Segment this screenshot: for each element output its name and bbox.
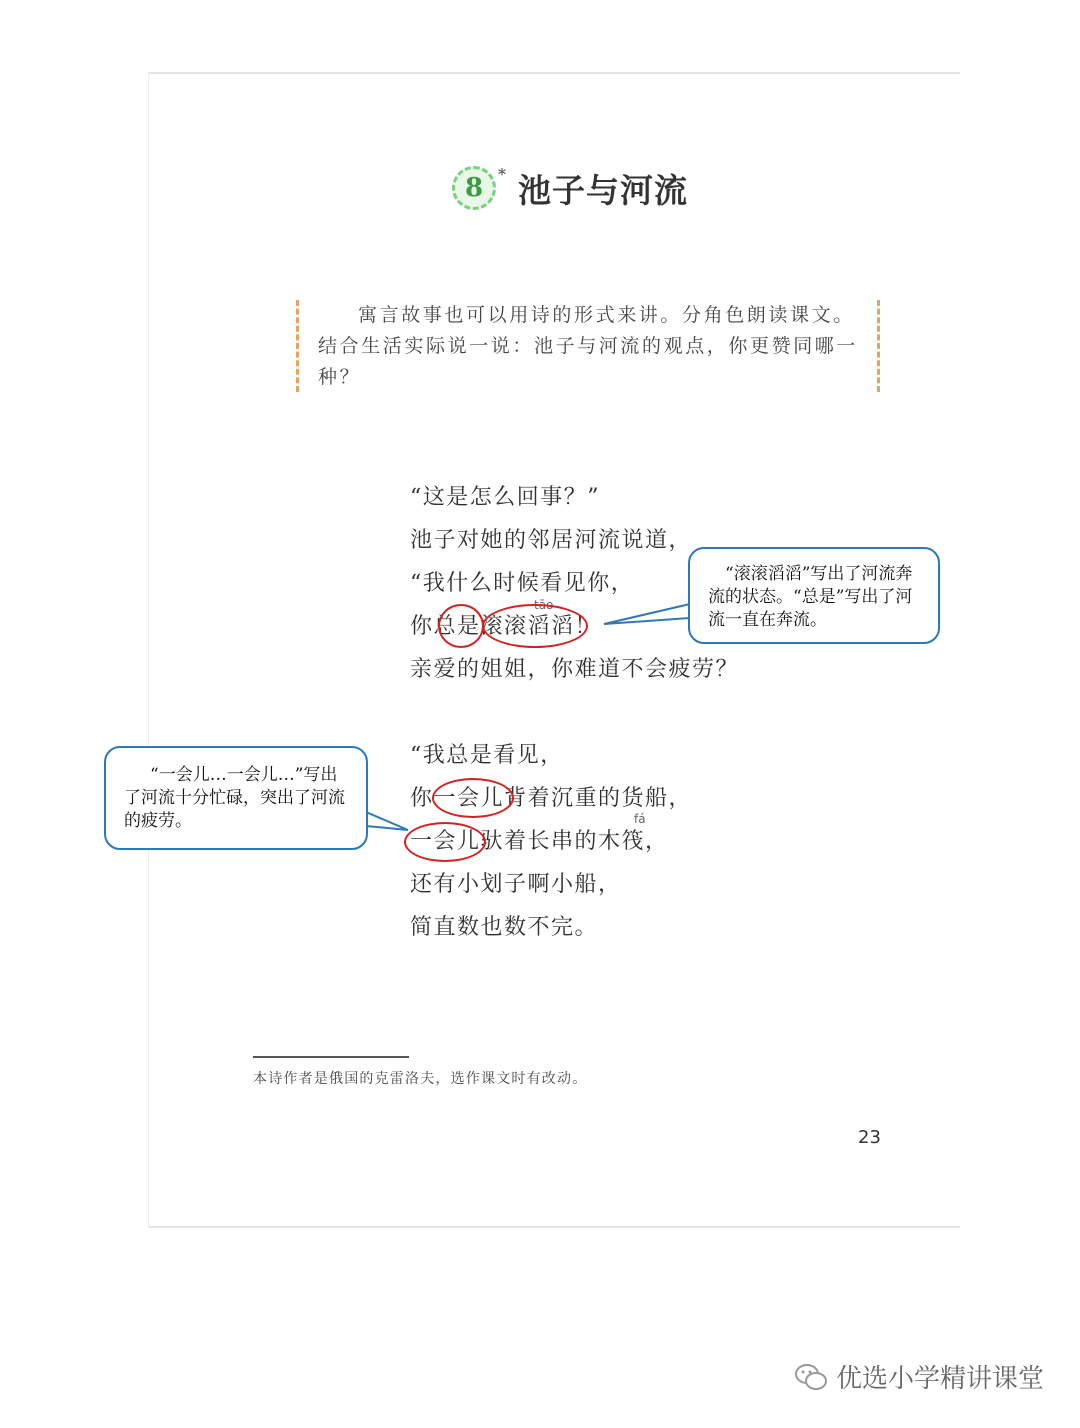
callout-right-text: “滚滚滔滔”写出了河流奔流的状态。“总是”写出了河流一直在奔流。 [708, 564, 913, 630]
lesson-title: 池子与河流 [518, 170, 688, 210]
poem-line: 亲爱的姐姐，你难道不会疲劳？ [410, 657, 740, 682]
lesson-header [452, 162, 688, 214]
callout-left [104, 746, 368, 850]
poem-line: 还有小划子啊小船， [410, 872, 622, 897]
poem-line: “我什么时候看见你， [410, 571, 635, 596]
pinyin-fa: fá [634, 812, 646, 826]
annotation-circle-yihuier-1 [432, 778, 514, 818]
poem-line: 简直数也数不完。 [410, 915, 599, 940]
annotation-circle-yihuier-2 [404, 822, 486, 862]
wechat-icon [794, 1362, 828, 1392]
poem-line: 你总是滚滚滔滔！ [410, 614, 599, 639]
poem-line: 你一会儿背着沉重的货船， [410, 786, 693, 811]
page-number: 23 [858, 1127, 881, 1148]
callout-left-text: “一会儿…一会儿…”写出了河流十分忙碌，突出了河流的疲劳。 [124, 765, 345, 831]
self-study-marker: * [498, 164, 506, 184]
annotation-circle-gungun [482, 604, 588, 648]
intro-box [296, 300, 880, 392]
watermark [794, 1358, 1044, 1395]
poem-line: 一会儿驮着长串的木筏， [410, 829, 669, 854]
lesson-number-badge [452, 166, 496, 210]
footnote-text: 本诗作者是俄国的克雷洛夫，选作课文时有改动。 [253, 1071, 588, 1087]
lesson-number: 8 [464, 173, 484, 203]
footnote-divider [253, 1056, 409, 1058]
poem-line: “我总是看见， [410, 743, 564, 768]
intro-text: 寓言故事也可以用诗的形式来讲。分角色朗读课文。结合生活实际说一说：池子与河流的观点，你更赞同哪一种？ [318, 304, 859, 388]
pinyin-tao: tāo [534, 598, 554, 612]
poem-line: “这是怎么回事？” [410, 485, 600, 510]
watermark-text: 优选小学精讲课堂 [835, 1364, 1044, 1394]
callout-right [688, 547, 940, 644]
poem-line: 池子对她的邻居河流说道， [410, 528, 693, 553]
annotation-circle-zongshi [438, 604, 484, 648]
